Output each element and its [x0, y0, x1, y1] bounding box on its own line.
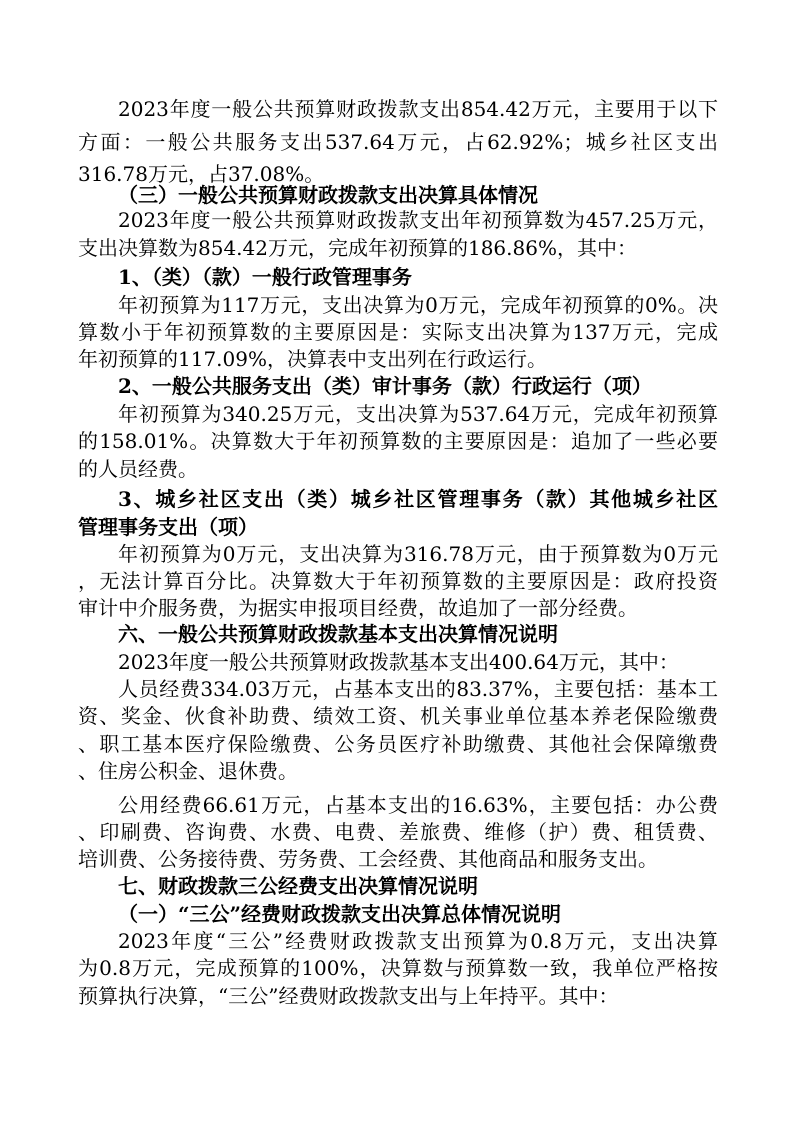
body-text-line: 、印刷费、咨询费、水费、电费、差旅费、维修（护）费、租赁费、	[78, 820, 718, 844]
section-heading: 2、一般公共服务支出（类）审计事务（款）行政运行（项）	[118, 374, 652, 398]
body-text-line: 年初预算的117.09%，决算表中支出列在行政运行。	[78, 347, 547, 371]
body-text-line: 资、奖金、伙食补助费、绩效工资、机关事业单位基本养老保险缴费	[78, 704, 718, 728]
body-text-line: 算数小于年初预算数的主要原因是：实际支出决算为137万元，完成	[78, 320, 718, 344]
section-heading: 七、财政拨款三公经费支出决算情况说明	[118, 874, 478, 898]
body-text-line: 316.78万元，占37.08%。	[78, 162, 325, 186]
body-text-line: 的人员经费。	[78, 457, 198, 481]
body-text-line: 的158.01%。决算数大于年初预算数的主要原因是：追加了一些必要	[78, 429, 718, 453]
body-text-line: 年初预算为117万元，支出决算为0万元，完成年初预算的0%。决	[118, 293, 718, 317]
body-text-line: 审计中介服务费，为据实申报项目经费，故追加了一部分经费。	[78, 596, 638, 620]
body-text-line: 年初预算为340.25万元，支出决算为537.64万元，完成年初预算	[118, 402, 718, 426]
section-heading: 管理事务支出（项）	[78, 515, 258, 539]
body-text-line: 2023年度一般公共预算财政拨款支出年初预算数为457.25万元，	[118, 208, 718, 232]
body-text-line: 2023年度“三公”经费财政拨款支出预算为0.8万元，支出决算	[118, 929, 718, 953]
body-text-line: 预算执行决算，“三公”经费财政拨款支出与上年持平。其中：	[78, 984, 619, 1008]
section-heading: 3、城乡社区支出（类）城乡社区管理事务（款）其他城乡社区	[118, 487, 718, 511]
body-text-line: 2023年度一般公共预算财政拨款基本支出400.64万元，其中：	[118, 650, 679, 674]
section-heading: （三）一般公共预算财政拨款支出决算具体情况	[118, 183, 538, 207]
body-text-line: 、职工基本医疗保险缴费、公务员医疗补助缴费、其他社会保障缴费	[78, 732, 718, 756]
body-text-line: 为0.8万元，完成预算的100%，决算数与预算数一致，我单位严格按	[78, 956, 718, 980]
section-heading: （一）“三公”经费财政拨款支出决算总体情况说明	[118, 902, 562, 926]
body-text-line: 年初预算为0万元，支出决算为316.78万元，由于预算数为0万元	[118, 542, 718, 566]
body-text-line: 支出决算数为854.42万元，完成年初预算的186.86%，其中：	[78, 236, 637, 260]
body-text-line: 方面：一般公共服务支出537.64万元，占62.92%；城乡社区支出	[78, 130, 718, 154]
body-text-line: 2023年度一般公共预算财政拨款支出854.42万元，主要用于以下	[118, 97, 718, 121]
body-text-line: 公用经费66.61万元，占基本支出的16.63%，主要包括：办公费	[118, 793, 718, 817]
body-text-line: ，无法计算百分比。决算数大于年初预算数的主要原因是：政府投资	[78, 569, 718, 593]
section-heading: 1、（类）（款）一般行政管理事务	[118, 265, 412, 289]
section-heading: 六、一般公共预算财政拨款基本支出决算情况说明	[118, 622, 558, 646]
body-text-line: 人员经费334.03万元，占基本支出的83.37%，主要包括：基本工	[118, 677, 718, 701]
body-text-line: 、住房公积金、退休费。	[78, 759, 298, 783]
body-text-line: 培训费、公务接待费、劳务费、工会经费、其他商品和服务支出。	[78, 847, 658, 871]
